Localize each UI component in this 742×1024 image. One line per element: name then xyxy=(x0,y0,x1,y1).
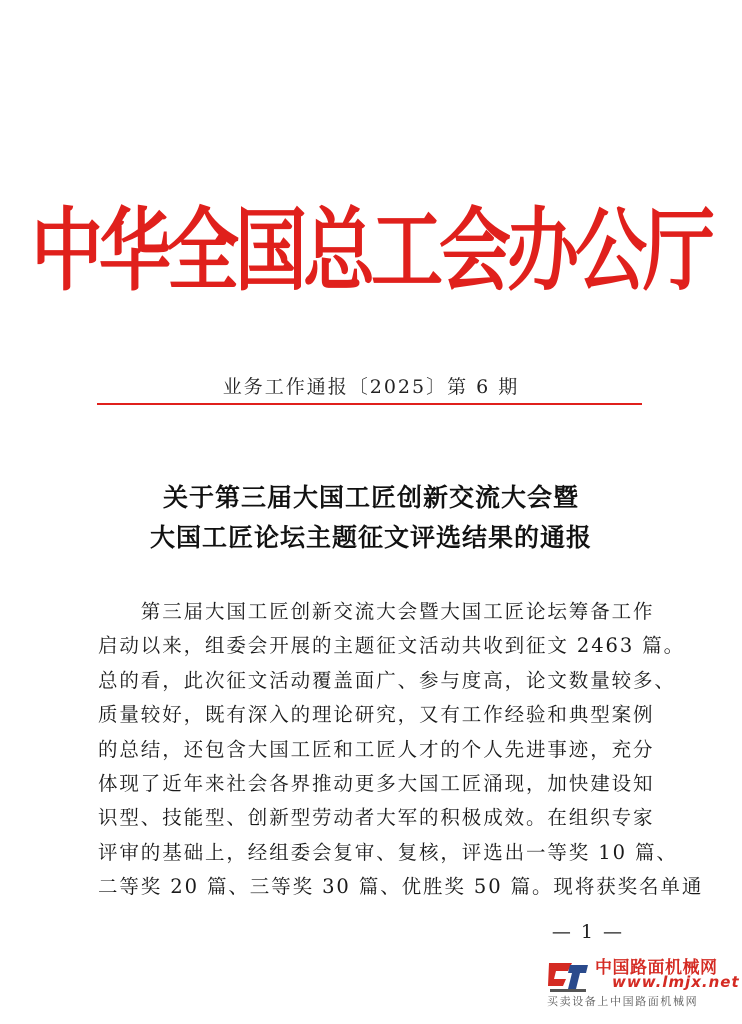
red-divider xyxy=(97,403,642,405)
issue-line: 业务工作通报〔2025〕第 6 期 xyxy=(222,376,520,398)
page-number: — 1 — xyxy=(551,921,624,943)
watermark xyxy=(546,953,740,1011)
body-line: 总的看，此次征文活动覆盖面广、参与度高，论文数量较多、 xyxy=(98,668,676,692)
body-line: 评审的基础上，经组委会复审、复核，评选出一等奖 10 篇、 xyxy=(98,840,678,864)
title-line-2: 大国工匠论坛主题征文评选结果的通报 xyxy=(149,523,592,552)
lmjx-logo-icon xyxy=(546,953,590,997)
body-line: 二等奖 20 篇、三等奖 30 篇、优胜奖 50 篇。现将获奖名单通 xyxy=(98,875,704,899)
title-line-1: 关于第三届大国工匠创新交流大会暨 xyxy=(162,483,579,512)
body-paragraph xyxy=(98,595,704,905)
body-line: 体现了近年来社会各界推动更多大国工匠涌现，加快建设知 xyxy=(98,772,655,796)
watermark-site-name: 中国路面机械网 xyxy=(595,958,718,978)
body-line: 启动以来，组委会开展的主题征文活动共收到征文 2463 篇。 xyxy=(98,634,686,658)
body-line: 质量较好，既有深入的理论研究，又有工作经验和典型案例 xyxy=(98,703,655,727)
document-title xyxy=(0,478,742,558)
body-line: 识型、技能型、创新型劳动者大军的积极成效。在组织专家 xyxy=(98,806,655,830)
body-line: 的总结，还包含大国工匠和工匠人才的个人先进事迹，充分 xyxy=(98,737,655,761)
masthead-title: 中华全国总工会办公厅 xyxy=(30,197,711,303)
watermark-url: www.lmjx.net xyxy=(612,973,740,991)
watermark-slogan: 买卖设备上中国路面机械网 xyxy=(547,995,699,1008)
body-line: 第三届大国工匠创新交流大会暨大国工匠论坛筹备工作 xyxy=(98,600,655,623)
